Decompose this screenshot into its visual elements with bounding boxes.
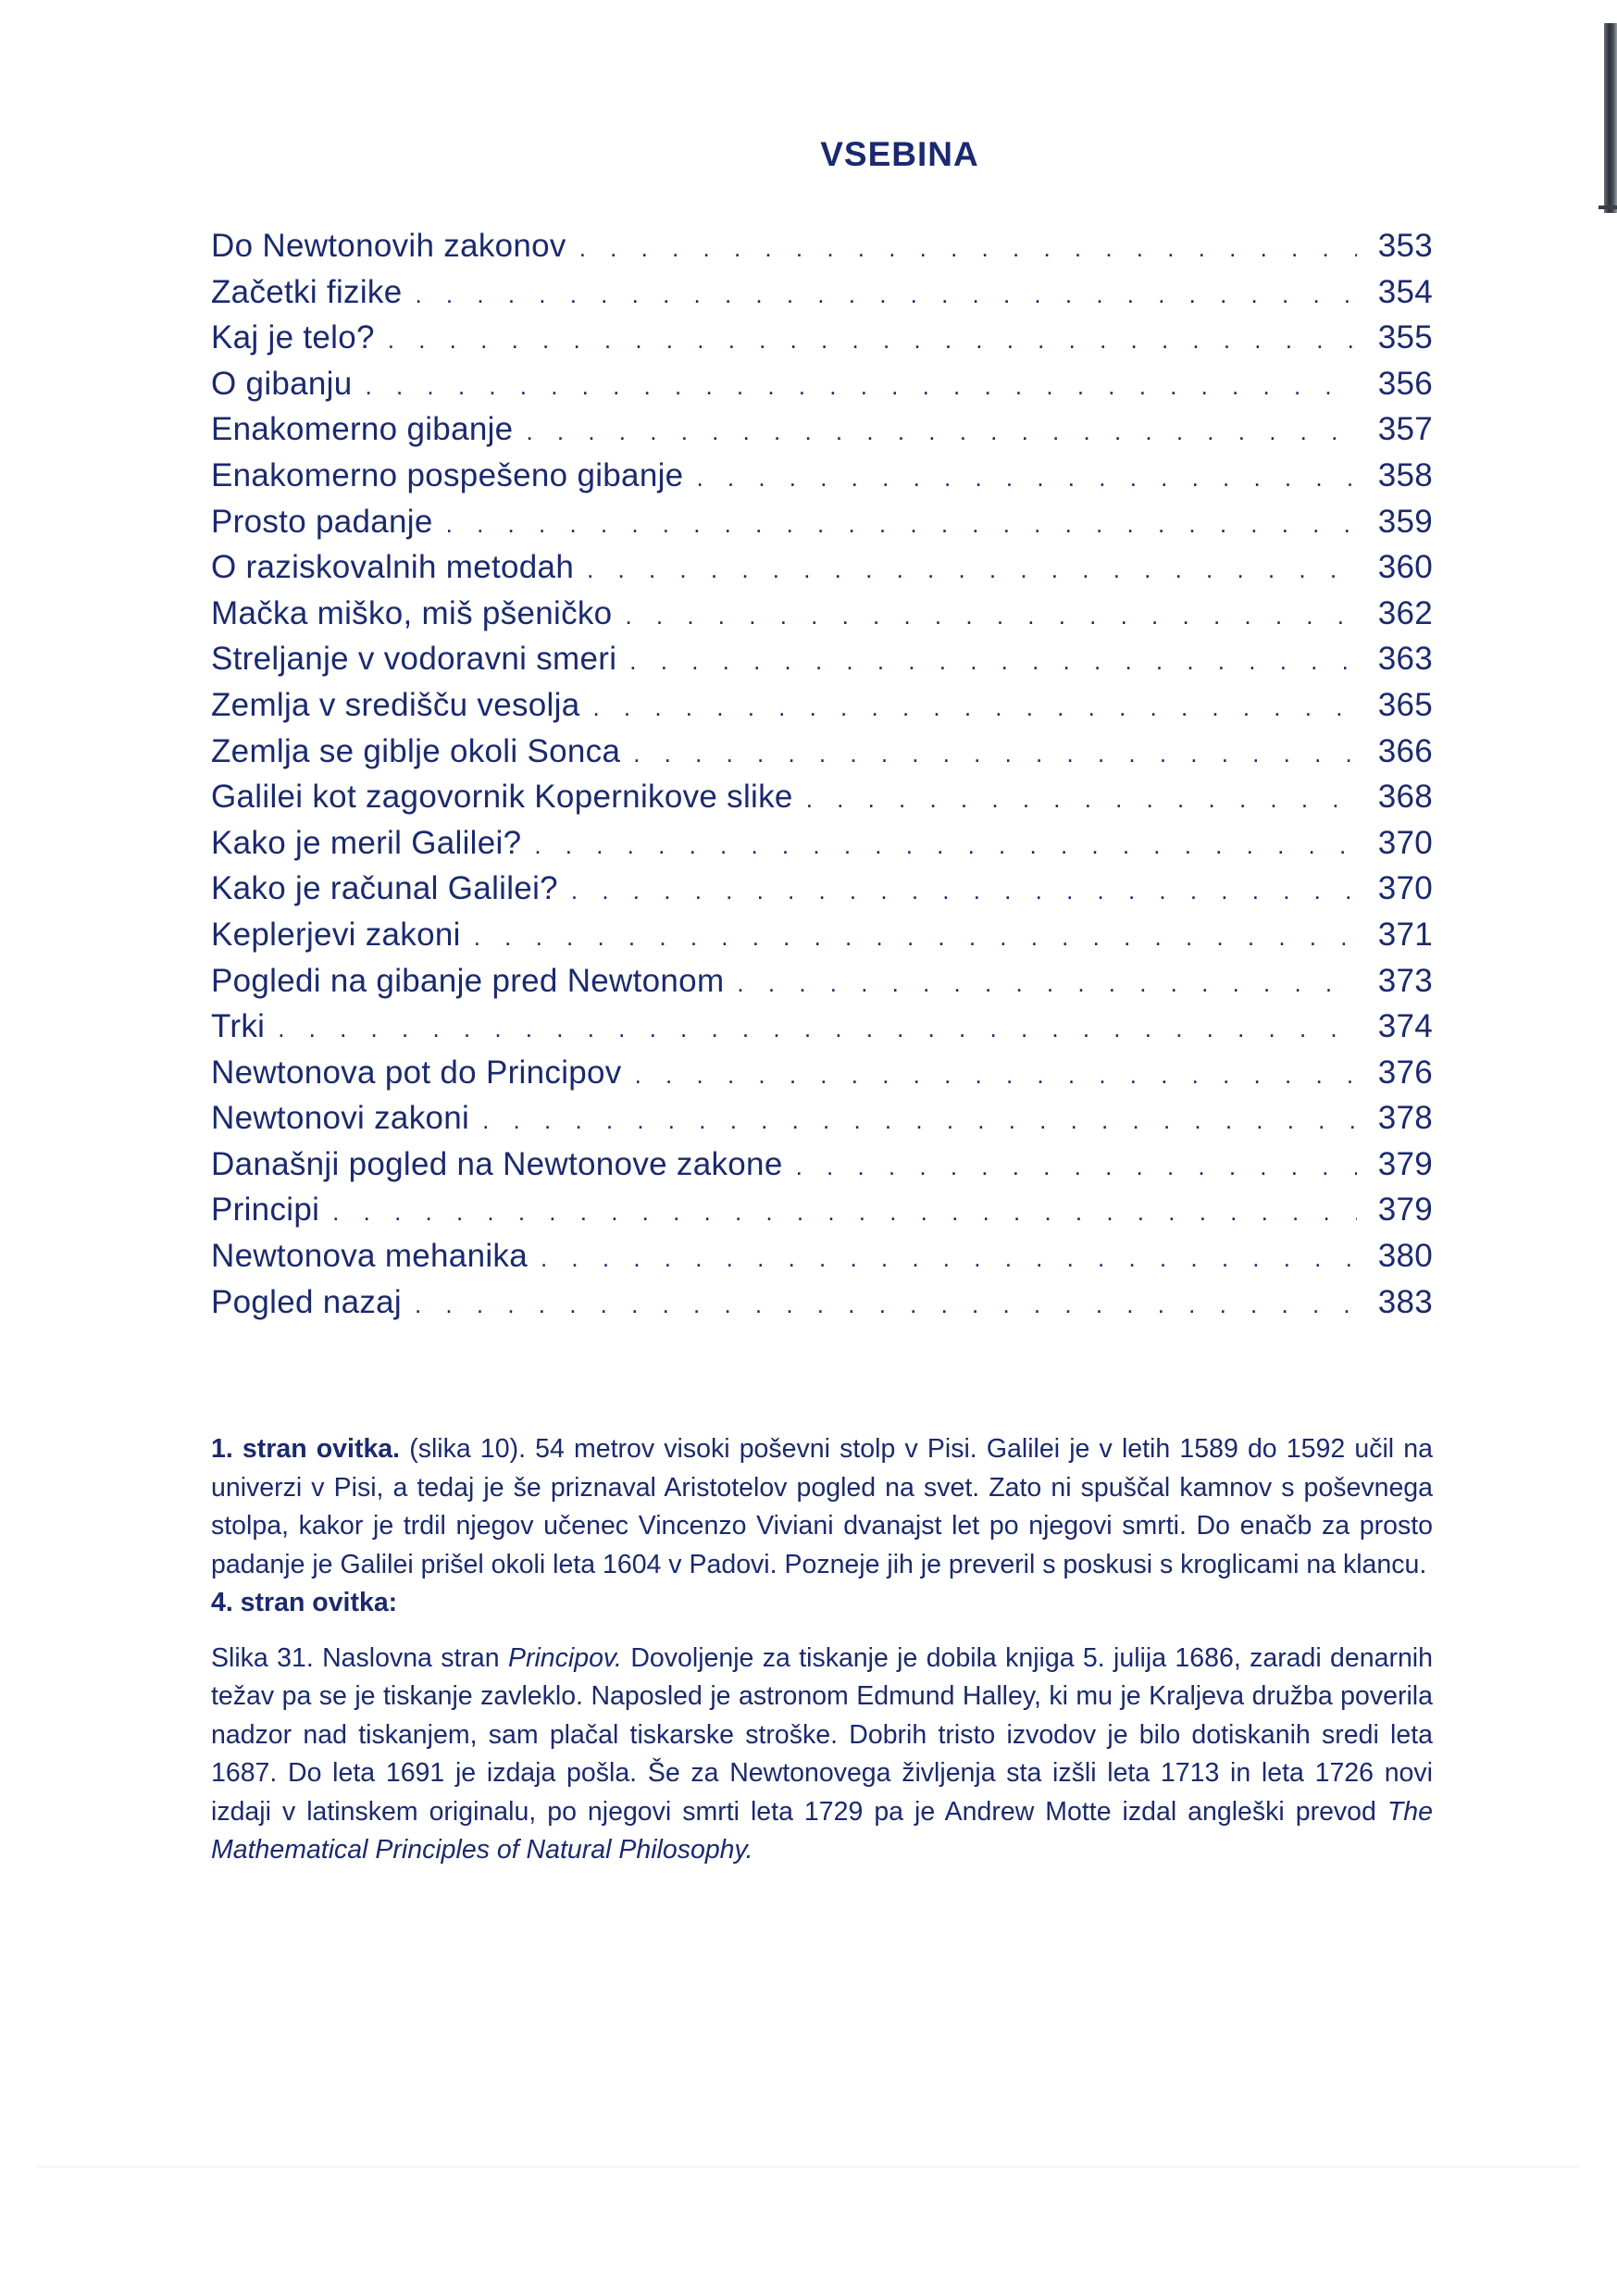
toc-entry-title: O gibanju [211, 365, 353, 402]
toc-entry-page: 379 [1377, 1192, 1433, 1229]
toc-entry-title: Prosto padanje [211, 503, 433, 540]
toc-entry-title: O raziskovalnih metodah [211, 549, 575, 586]
toc-entry-page: 356 [1377, 365, 1433, 402]
toc-entry-page: 370 [1377, 870, 1433, 907]
table-of-contents [211, 228, 1433, 1329]
toc-entry-title: Današnji pogled na Newtonove zakone [211, 1145, 783, 1182]
toc-entry-title: Do Newtonovih zakonov [211, 228, 566, 264]
toc-entry-page: 371 [1377, 916, 1433, 953]
toc-entry-title: Kaj je telo? [211, 319, 375, 356]
toc-leader-dots [332, 1198, 1357, 1227]
toc-entry [211, 779, 1433, 825]
toc-entry [211, 504, 1433, 550]
toc-leader-dots [482, 1106, 1357, 1135]
toc-entry-title: Newtonovi zakoni [211, 1100, 470, 1137]
cover1-note [211, 1430, 1433, 1584]
toc-entry [211, 366, 1433, 412]
toc-entry-page: 359 [1377, 503, 1433, 540]
toc-entry-title: Trki [211, 1008, 266, 1045]
cover4-text-a: Slika 31. Naslovna stran [211, 1642, 508, 1673]
toc-entry-page: 355 [1377, 319, 1433, 356]
toc-leader-dots [526, 418, 1357, 446]
toc-entry-page: 368 [1377, 779, 1433, 816]
toc-entry [211, 1008, 1433, 1054]
toc-entry [211, 274, 1433, 320]
toc-entry-page: 370 [1377, 824, 1433, 861]
toc-entry-title: Keplerjevi zakoni [211, 916, 461, 953]
scan-edge-tick [1598, 206, 1617, 209]
toc-entry-page: 360 [1377, 549, 1433, 586]
toc-entry-page: 358 [1377, 456, 1433, 493]
cover4-italic-a: Principov. [507, 1642, 622, 1673]
toc-leader-dots [592, 693, 1357, 722]
toc-leader-dots [474, 923, 1357, 952]
toc-entry-page: 362 [1377, 594, 1433, 631]
toc-entry-page: 354 [1377, 273, 1433, 310]
toc-entry [211, 963, 1433, 1009]
toc-leader-dots [633, 740, 1357, 768]
toc-entry-page: 373 [1377, 962, 1433, 999]
toc-leader-dots [579, 234, 1357, 263]
toc-leader-dots [635, 1061, 1357, 1090]
toc-entry-title: Principi [211, 1192, 320, 1229]
toc-entry [211, 687, 1433, 733]
toc-entry-title: Galilei kot zagovornik Kopernikove slike [211, 779, 793, 816]
scan-bottom-line [37, 2166, 1580, 2167]
toc-entry-page: 365 [1377, 686, 1433, 723]
toc-entry-page: 376 [1377, 1054, 1433, 1091]
scan-edge-mark [1604, 23, 1617, 213]
cover4-note [211, 1640, 1433, 1870]
page-title: VSEBINA [820, 135, 979, 173]
toc-entry-title: Začetki fizike [211, 273, 403, 310]
toc-leader-dots [629, 647, 1357, 676]
cover1-label: 1. stran ovitka. [211, 1434, 401, 1464]
toc-leader-dots [415, 1291, 1357, 1319]
toc-entry-title: Zemlja v središču vesolja [211, 686, 580, 723]
cover4-italic-b: The Mathematical Principles of Natural Philosophy. [211, 1796, 1433, 1865]
toc-leader-dots [587, 555, 1357, 584]
toc-leader-dots [737, 969, 1357, 998]
toc-entry-page: 363 [1377, 641, 1433, 678]
toc-entry [211, 549, 1433, 595]
toc-entry [211, 319, 1433, 366]
toc-entry-title: Enakomerno gibanje [211, 411, 514, 448]
toc-leader-dots [696, 464, 1357, 493]
toc-entry [211, 733, 1433, 780]
toc-entry-title: Enakomerno pospešeno gibanje [211, 456, 684, 493]
toc-entry-title: Pogled nazaj [211, 1283, 402, 1320]
toc-entry [211, 641, 1433, 687]
cover4-heading [211, 1584, 1433, 1623]
toc-leader-dots [534, 831, 1357, 860]
toc-entry-title: Pogledi na gibanje pred Newtonom [211, 962, 725, 999]
toc-entry [211, 1054, 1433, 1101]
toc-leader-dots [415, 281, 1357, 309]
toc-entry [211, 917, 1433, 963]
toc-leader-dots [388, 326, 1357, 355]
cover4-label: 4. stran ovitka: [211, 1588, 398, 1617]
toc-entry [211, 1238, 1433, 1284]
toc-entry-page: 374 [1377, 1008, 1433, 1045]
toc-leader-dots [366, 372, 1357, 401]
toc-entry [211, 870, 1433, 917]
toc-entry-page: 379 [1377, 1145, 1433, 1182]
toc-entry-title: Kako je računal Galilei? [211, 870, 558, 907]
toc-leader-dots [278, 1015, 1357, 1043]
toc-entry-title: Mačka miško, miš pšeničko [211, 594, 613, 631]
toc-entry-title: Kako je meril Galilei? [211, 824, 522, 861]
cover1-text: (slika 10). 54 metrov visoki poševni stolp v Pisi. Galilei je v letih 1589 do 1592 učil na univerzi v Pisi, a tedaj je še priznaval Aristotelov pogled na svet. Zato ni spuščal kamnov s poševnega stolpa, kakor je trdil njegov učenec Vincenzo Viviani dvanajst let po njegovi smrti. Do enačb za prosto padanje je Galilei prišel okoli leta 1604 v Padovi. Pozneje jih je preveril s poskusi s kroglicami na klancu. [211, 1434, 1433, 1579]
toc-entry [211, 1284, 1433, 1330]
toc-entry-page: 357 [1377, 411, 1433, 448]
toc-entry-page: 353 [1377, 228, 1433, 264]
toc-entry [211, 457, 1433, 504]
toc-leader-dots [625, 602, 1357, 630]
toc-entry [211, 1100, 1433, 1146]
toc-entry-title: Zemlja se giblje okoli Sonca [211, 732, 621, 769]
toc-entry [211, 595, 1433, 642]
cover4-text-b: Dovoljenje za tiskanje je dobila knjiga 5. julija 1686, zaradi denarnih težav pa se je tiskanje zavleklo. Naposled je astronom Edmund Halley, ki mu je Kraljeva družba poverila nadzor nad tiskanjem, sam plačal tiskarske stroške. Dobrih tristo izvodov je bilo dotiskanih sredi leta 1687. Do leta 1691 je izdaja pošla. Še za Newtonovega življenja sta izšli leta 1713 in leta 1726 novi izdaji v latinskem originalu, po njegovi smrti leta 1729 pa je Andrew Motte izdal angleški prevod [211, 1642, 1433, 1827]
toc-entry [211, 228, 1433, 274]
toc-entry-page: 378 [1377, 1100, 1433, 1137]
toc-entry-title: Newtonova mehanika [211, 1238, 528, 1275]
toc-entry [211, 1192, 1433, 1238]
toc-leader-dots [446, 510, 1357, 539]
toc-entry-page: 380 [1377, 1238, 1433, 1275]
toc-leader-dots [806, 785, 1357, 814]
toc-entry [211, 411, 1433, 457]
toc-entry [211, 1146, 1433, 1192]
toc-entry-title: Streljanje v vodoravni smeri [211, 641, 617, 678]
toc-entry [211, 825, 1433, 871]
toc-leader-dots [796, 1153, 1357, 1181]
toc-leader-dots [541, 1244, 1357, 1273]
toc-entry-title: Newtonova pot do Principov [211, 1054, 622, 1091]
toc-leader-dots [571, 877, 1357, 905]
cover-notes [211, 1430, 1433, 1870]
toc-entry-page: 383 [1377, 1283, 1433, 1320]
toc-entry-page: 366 [1377, 732, 1433, 769]
